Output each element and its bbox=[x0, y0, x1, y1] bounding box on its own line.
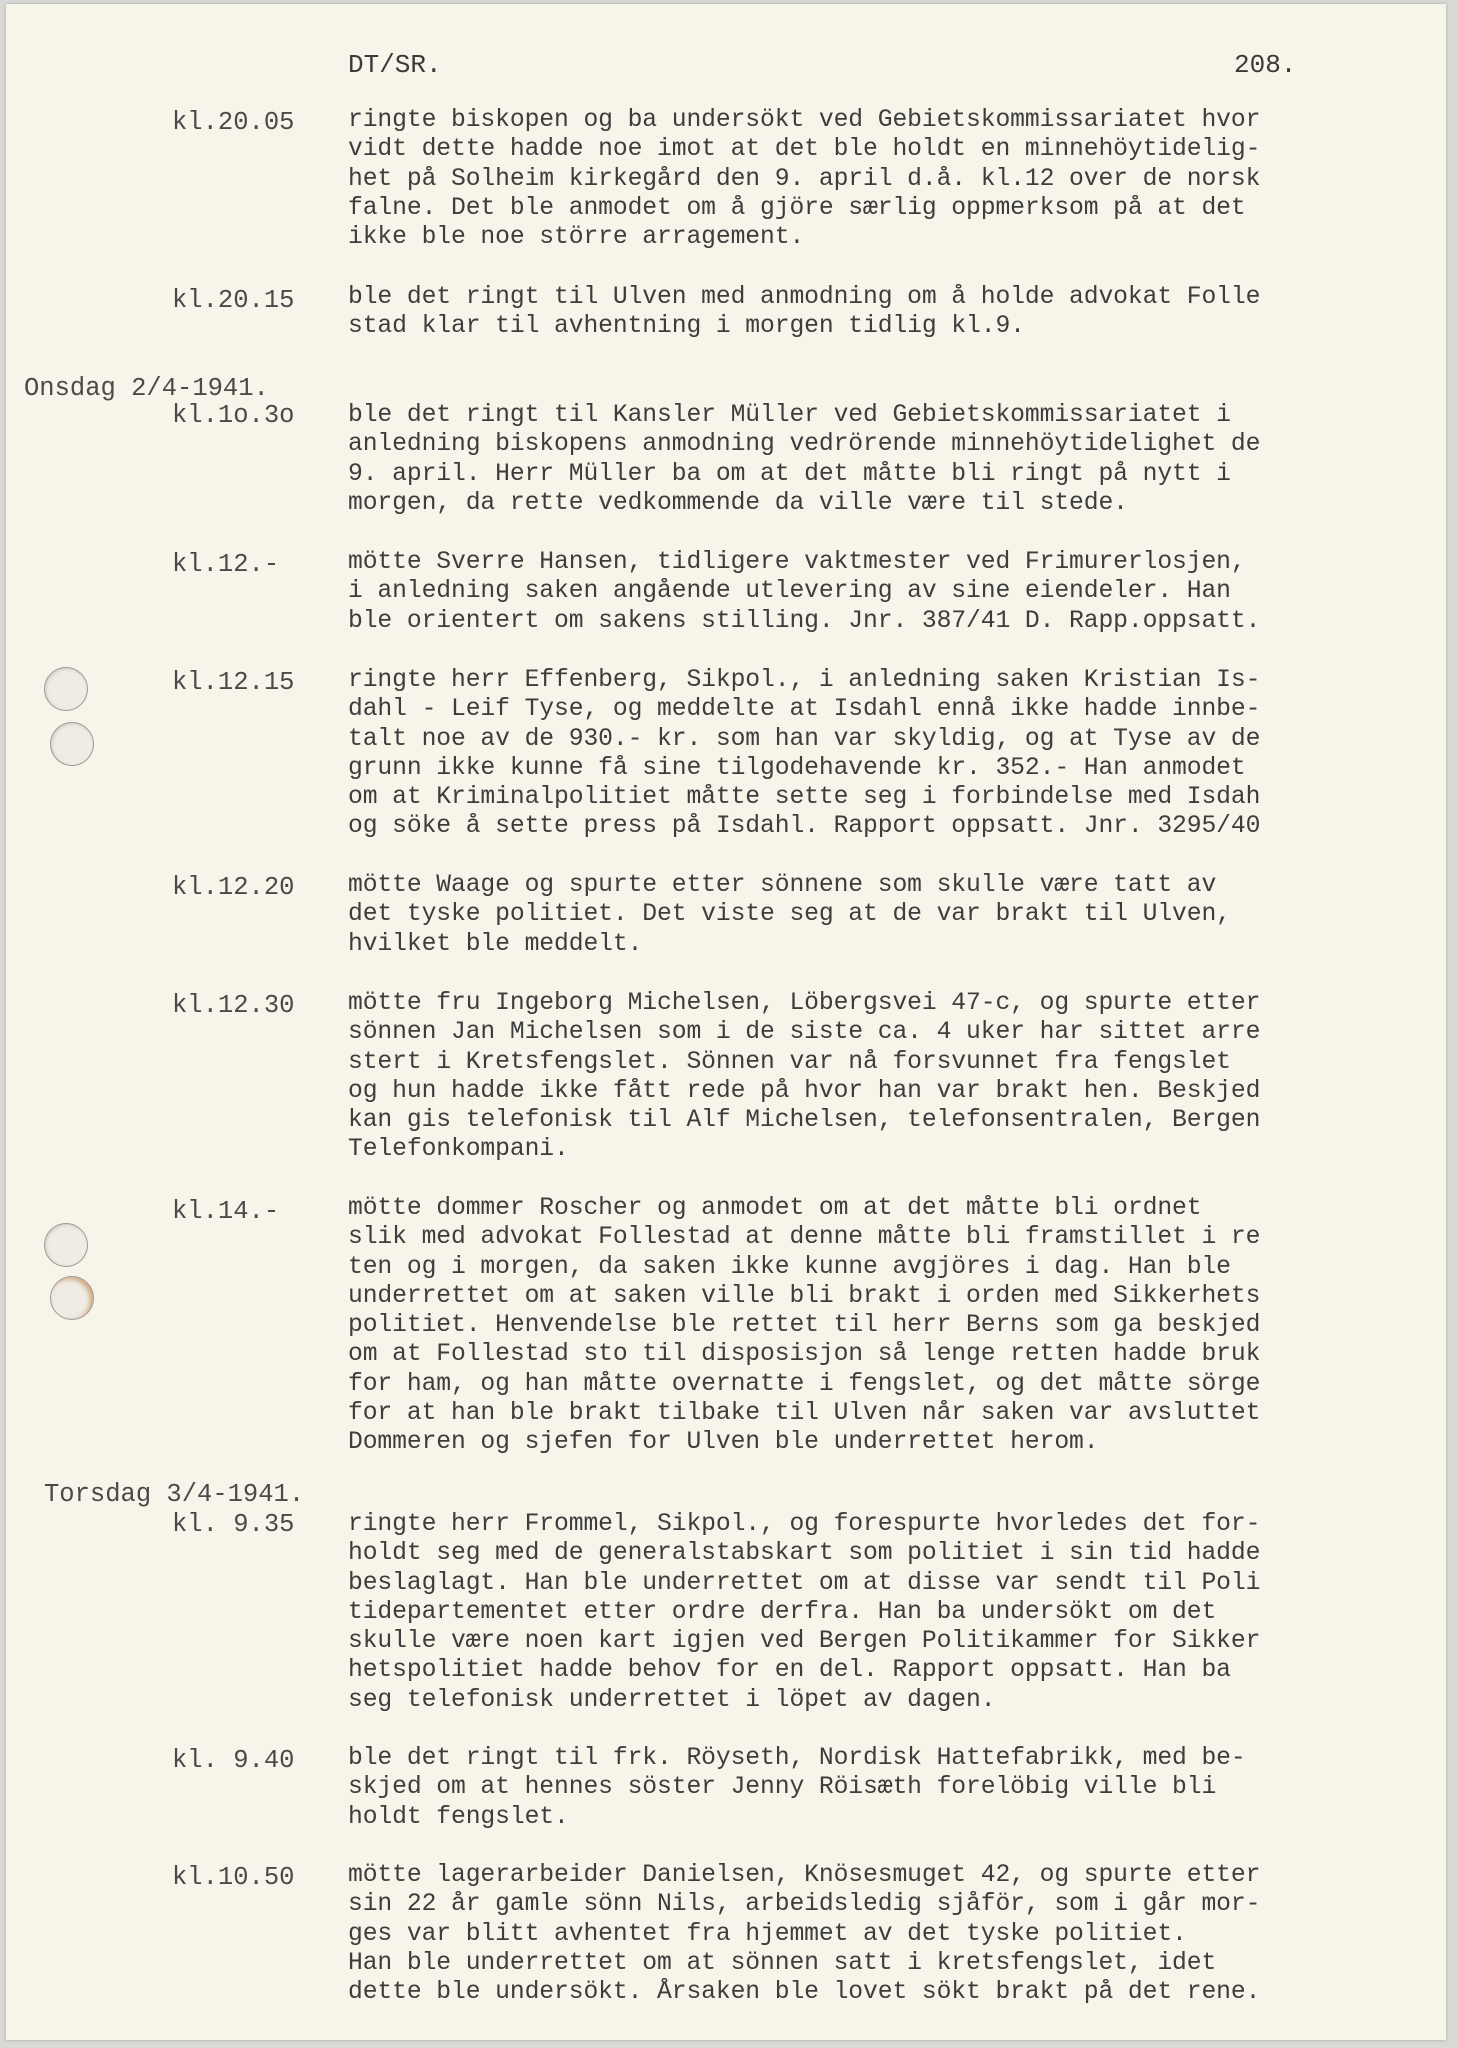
document-page bbox=[6, 4, 1446, 2040]
entry-line: mötte Waage og spurte etter sönnene som skulle være tatt av bbox=[348, 871, 1217, 899]
punch-hole-3 bbox=[44, 1223, 88, 1267]
entry-time: kl.10.50 bbox=[172, 1863, 295, 1892]
entry-line: skjed om at hennes söster Jenny Röisæth forelöbig ville bli bbox=[348, 1773, 1217, 1802]
entry-line: mötte Sverre Hansen, tidligere vaktmester ved Frimurerlosjen, bbox=[348, 548, 1246, 576]
entry-line: seg telefonisk underrettet i löpet av dagen. bbox=[348, 1685, 996, 1714]
entry-line: stert i Kretsfengslet. Sönnen var nå forsvunnet fra fengslet bbox=[348, 1047, 1231, 1076]
punch-hole-4 bbox=[50, 1276, 94, 1320]
entry-time: kl.12.20 bbox=[172, 873, 295, 902]
entry-line: Han ble underrettet om at sönnen satt i kretsfengslet, idet bbox=[348, 1948, 1217, 1977]
log-entry bbox=[348, 871, 1443, 959]
log-entry bbox=[348, 666, 1443, 842]
entry-line: hvilket ble meddelt. bbox=[348, 929, 643, 958]
entry-line: holdt fengslet. bbox=[348, 1802, 569, 1831]
entry-line: ble det ringt til Kansler Müller ved Gebietskommissariatet i bbox=[348, 401, 1231, 429]
entry-time: kl.1o.3o bbox=[172, 401, 295, 430]
entry-line: det tyske politiet. Det viste seg at de var brakt til Ulven, bbox=[348, 900, 1231, 929]
entry-time: kl.20.15 bbox=[172, 286, 295, 315]
log-entry bbox=[348, 989, 1443, 1165]
entry-line: dahl - Leif Tyse, og meddelte at Isdahl ennå ikke hadde innbe- bbox=[348, 695, 1261, 724]
entry-line: hetspolitiet hadde behov for en del. Rapport oppsatt. Han ba bbox=[348, 1656, 1231, 1685]
entry-line: Telefonkompani. bbox=[348, 1135, 569, 1164]
entry-line: og hun hadde ikke fått rede på hvor han var brakt hen. Beskjed bbox=[348, 1076, 1261, 1105]
entry-line: tidepartementet etter ordre derfra. Han ba undersökt om det bbox=[348, 1597, 1217, 1626]
entry-line: talt noe av de 930.- kr. som han var skyldig, og at Tyse av de bbox=[348, 724, 1261, 753]
date-heading-torsdag: Torsdag 3/4-1941. bbox=[44, 1480, 305, 1509]
entry-time: kl.12.30 bbox=[172, 991, 295, 1020]
entry-line: ikke ble noe större arragement. bbox=[348, 223, 805, 252]
entry-line: slik med advokat Follestad at denne måtte bli framstillet i re bbox=[348, 1223, 1261, 1252]
entry-line: beslaglagt. Han ble underrettet om at disse var sendt til Poli bbox=[348, 1568, 1261, 1597]
page-number: 208. bbox=[1234, 50, 1297, 80]
entry-time: kl.12.15 bbox=[172, 668, 295, 697]
entry-line: ble det ringt til frk. Röyseth, Nordisk Hattefabrikk, med be- bbox=[348, 1744, 1246, 1772]
log-entry bbox=[348, 548, 1443, 636]
punch-hole-2 bbox=[50, 722, 94, 766]
entry-line: ble orientert om sakens stilling. Jnr. 387/41 D. Rapp.oppsatt. bbox=[348, 606, 1261, 635]
entry-line: for ham, og han måtte overnatte i fengslet, og det måtte sörge bbox=[348, 1369, 1261, 1398]
entry-line: holdt seg med de generalstabskart som politiet i sin tid hadde bbox=[348, 1539, 1261, 1568]
entry-line: i anledning saken angående utlevering av sine eiendeler. Han bbox=[348, 577, 1231, 606]
date-heading-onsdag: Onsdag 2/4-1941. bbox=[24, 374, 269, 403]
entry-line: ble det ringt til Ulven med anmodning om å holde advokat Folle bbox=[348, 283, 1261, 311]
entry-line: politiet. Henvendelse ble rettet til herr Berns som ga beskjed bbox=[348, 1311, 1261, 1340]
log-entry bbox=[348, 1744, 1443, 1832]
entry-time: kl.20.05 bbox=[172, 108, 295, 137]
entry-line: falne. Det ble anmodet om å gjöre særlig oppmerksom på at det bbox=[348, 193, 1246, 222]
entry-line: mötte fru Ingeborg Michelsen, Löbergsvei 47-c, og spurte etter bbox=[348, 989, 1261, 1017]
entry-line: ringte biskopen og ba undersökt ved Gebietskommissariatet hvor bbox=[348, 106, 1261, 134]
entry-time: kl.14.- bbox=[172, 1197, 280, 1226]
log-entry bbox=[348, 1861, 1443, 2007]
entry-line: het på Solheim kirkegård den 9. april d.å. kl.12 over de norsk bbox=[348, 164, 1261, 193]
entry-line: mötte dommer Roscher og anmodet om at det måtte bli ordnet bbox=[348, 1194, 1202, 1222]
entry-line: ten og i morgen, da saken ikke kunne avgjöres i dag. Han ble bbox=[348, 1252, 1231, 1281]
log-entry bbox=[348, 1194, 1443, 1458]
entry-line: skulle være noen kart igjen ved Bergen Politikammer for Sikker bbox=[348, 1627, 1261, 1656]
entry-line: vidt dette hadde noe imot at det ble holdt en minnehöytidelig- bbox=[348, 135, 1261, 164]
entry-line: grunn ikke kunne få sine tilgodehavende kr. 352.- Han anmodet bbox=[348, 753, 1246, 782]
log-entry bbox=[348, 401, 1443, 518]
punch-hole-1 bbox=[44, 667, 88, 711]
header-reference: DT/SR. bbox=[348, 50, 442, 80]
entry-line: morgen, da rette vedkommende da ville være til stede. bbox=[348, 488, 1128, 517]
entry-time: kl. 9.40 bbox=[172, 1746, 295, 1775]
entry-line: mötte lagerarbeider Danielsen, Knösesmuget 42, og spurte etter bbox=[348, 1861, 1261, 1889]
entry-line: om at Follestad sto til disposisjon så lenge retten hadde bruk bbox=[348, 1340, 1261, 1369]
entry-line: for at han ble brakt tilbake til Ulven når saken var avsluttet bbox=[348, 1399, 1261, 1428]
entry-line: og söke å sette press på Isdahl. Rapport oppsatt. Jnr. 3295/40 bbox=[348, 812, 1261, 841]
log-entry bbox=[348, 106, 1443, 252]
log-entry bbox=[348, 1510, 1443, 1715]
entry-line: anledning biskopens anmodning vedrörende minnehöytidelighet de bbox=[348, 430, 1261, 459]
entry-line: ges var blitt avhentet fra hjemmet av det tyske politiet. bbox=[348, 1919, 1187, 1948]
entry-line: dette ble undersökt. Årsaken ble lovet sökt brakt på det rene. bbox=[348, 1978, 1261, 2007]
entry-line: ringte herr Effenberg, Sikpol., i anledning saken Kristian Is- bbox=[348, 666, 1261, 694]
entry-line: ringte herr Frommel, Sikpol., og forespurte hvorledes det for- bbox=[348, 1510, 1261, 1538]
entry-line: kan gis telefonisk til Alf Michelsen, telefonsentralen, Bergen bbox=[348, 1106, 1261, 1135]
entry-time: kl. 9.35 bbox=[172, 1510, 295, 1539]
entry-line: sin 22 år gamle sönn Nils, arbeidsledig sjåför, som i går mor- bbox=[348, 1890, 1261, 1919]
entry-line: om at Kriminalpolitiet måtte sette seg i forbindelse med Isdah bbox=[348, 783, 1261, 812]
entry-line: stad klar til avhentning i morgen tidlig kl.9. bbox=[348, 312, 1025, 341]
entry-line: underrettet om at saken ville bli brakt i orden med Sikkerhets bbox=[348, 1281, 1261, 1310]
entry-time: kl.12.- bbox=[172, 550, 280, 579]
entry-line: sönnen Jan Michelsen som i de siste ca. 4 uker har sittet arre bbox=[348, 1018, 1261, 1047]
entry-line: Dommeren og sjefen for Ulven ble underrettet herom. bbox=[348, 1428, 1099, 1457]
log-entry bbox=[348, 283, 1443, 342]
entry-line: 9. april. Herr Müller ba om at det måtte bli ringt på nytt i bbox=[348, 459, 1231, 488]
